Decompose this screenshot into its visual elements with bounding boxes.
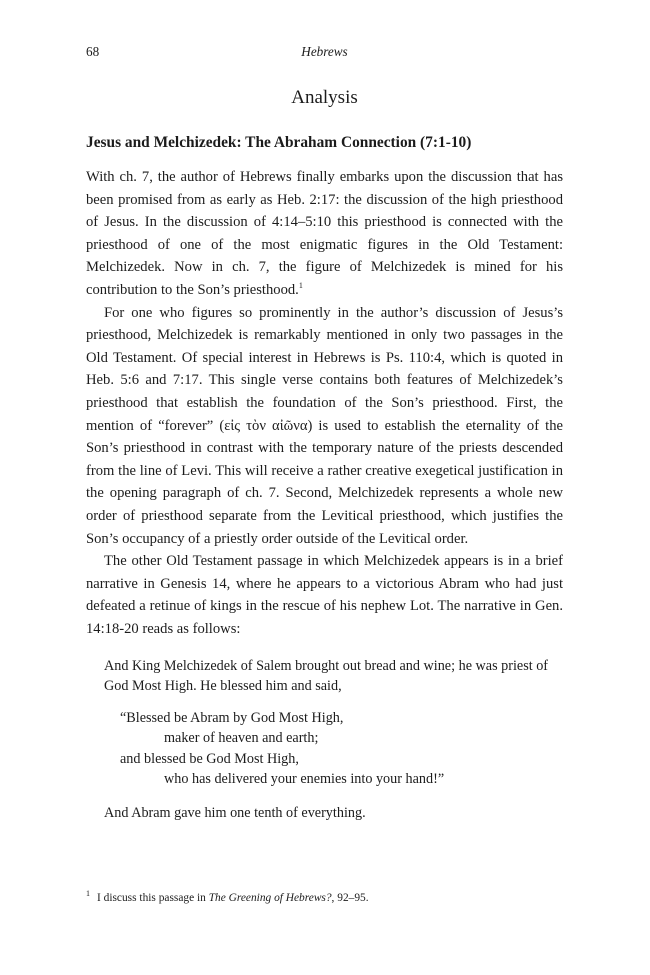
- poem-line-2: maker of heaven and earth;: [164, 730, 319, 747]
- footnote-text-after: , 92–95.: [331, 891, 369, 904]
- block-quote-intro: And King Melchizedek of Salem brought out bread and wine; he was priest of God Most High. He blessed him and said,: [104, 658, 549, 695]
- poem-line-1: “Blessed be Abram by God Most High,: [120, 710, 344, 726]
- poem-line-4: who has delivered your enemies into your hand!”: [164, 771, 445, 788]
- body-text: [86, 166, 563, 640]
- paragraph-3: The other Old Testament passage in which Melchizedek appears is in a brief narrative in Genesis 14, where he appears to a victorious Abram who had just defeated a retinue of kings in the rescue of his nephew Lot. The narrative in Gen. 14:18-20 reads as follows:: [86, 553, 563, 637]
- paragraph-1: [86, 166, 563, 302]
- footnote-book-title: The Greening of Hebrews?: [208, 891, 332, 904]
- subheading: Jesus and Melchizedek: The Abraham Connection (7:1-10): [86, 134, 472, 151]
- block-quote-closing: And Abram gave him one tenth of everything.: [104, 805, 366, 821]
- paragraph-2: For one who figures so prominently in the author’s discussion of Jesus’s priesthood, Melchizedek is remarkably mentioned in only two passages in the Old Testament. Of special interest in Hebrews is Ps. 110:4, which is quoted in Heb. 5:6 and 7:17. This single verse contains both features of Melchizedek’s priesthood that establish the foundation of the Son’s priesthood. First, the mention of “forever” (εἰς τὸν αἰῶνα) is used to establish the eternality of the Son’s priesthood in contrast with the temporary nature of the priests descended from the line of Levi. This will receive a rather creative exegetical justification in the opening paragraph of ch. 7. Second, Melchizedek represents a whole new order of priesthood separate from the Levitical priesthood, which justifies the Son’s occupancy of a priestly order outside of the Levitical order.: [86, 304, 563, 547]
- running-head: [86, 44, 563, 64]
- paragraph-1-text: With ch. 7, the author of Hebrews finally embarks upon the discussion that has been promised from as early as Heb. 2:17: the discussion of the high priesthood of Jesus. In the discussion of 4:14–5:10 this priesthood is connected with the priesthood of one of the most enigmatic figures in the Old Testament: Melchizedek. Now in ch. 7, the figure of Melchizedek is mined for his contribution to the Son’s priesthood.: [86, 169, 563, 298]
- running-title: Hebrews: [301, 44, 348, 59]
- page-number: 68: [86, 44, 100, 59]
- book-page: [86, 0, 563, 975]
- poem-line-3: and blessed be God Most High,: [120, 750, 299, 767]
- section-heading: Analysis: [291, 87, 358, 108]
- footnote-text-before: I discuss this passage in: [97, 891, 209, 904]
- footnote-mark: 1: [86, 889, 90, 898]
- block-quote-poem: [120, 708, 444, 790]
- footnote-reference: 1: [298, 281, 303, 291]
- footnote: [86, 889, 369, 904]
